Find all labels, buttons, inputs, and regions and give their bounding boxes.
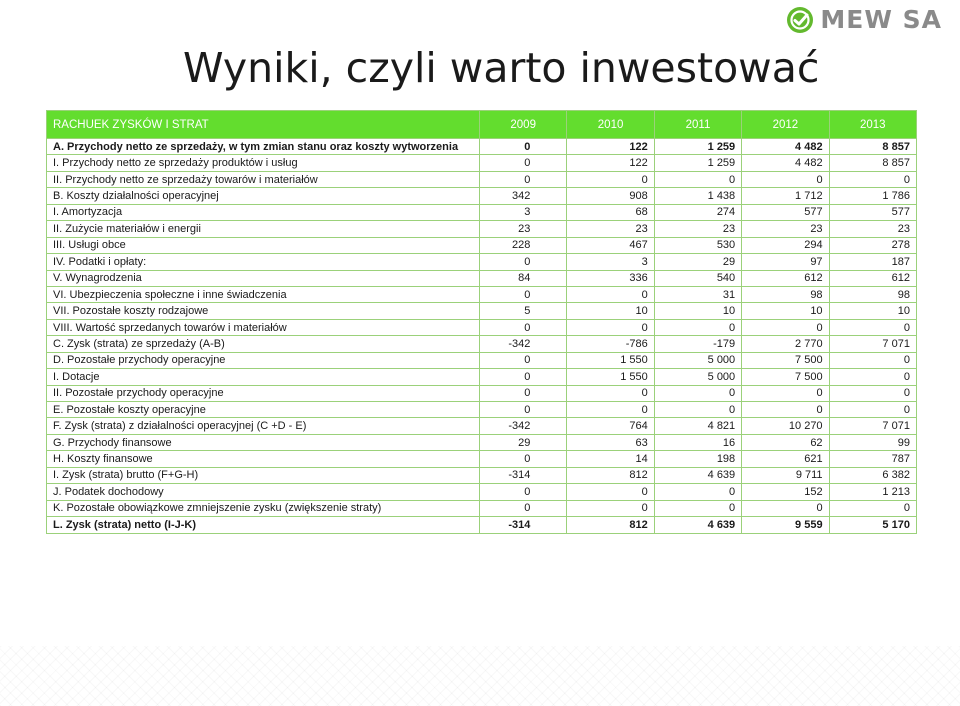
row-value: 0: [567, 402, 654, 418]
row-value: 23: [829, 221, 916, 237]
row-value: 0: [567, 484, 654, 500]
row-value: 0: [654, 402, 741, 418]
row-label: K. Pozostałe obowiązkowe zmniejszenie zysku (zwiększenie straty): [47, 500, 480, 516]
row-label: II. Przychody netto ze sprzedaży towarów i materiałów: [47, 171, 480, 187]
row-value: 0: [480, 352, 567, 368]
row-label: E. Pozostałe koszty operacyjne: [47, 402, 480, 418]
row-value: 10: [829, 303, 916, 319]
table-row: [47, 352, 917, 368]
row-label: I. Zysk (strata) brutto (F+G-H): [47, 467, 480, 483]
row-value: 612: [829, 270, 916, 286]
table-row: [47, 319, 917, 335]
row-value: 31: [654, 286, 741, 302]
row-label: I. Przychody netto ze sprzedaży produktów i usług: [47, 155, 480, 171]
row-value: 98: [829, 286, 916, 302]
row-value: 0: [480, 484, 567, 500]
row-value: 0: [829, 369, 916, 385]
row-value: 5 000: [654, 352, 741, 368]
row-value: 10: [567, 303, 654, 319]
table-row: [47, 221, 917, 237]
row-value: 29: [654, 254, 741, 270]
table-row: [47, 369, 917, 385]
row-value: 787: [829, 451, 916, 467]
row-value: 274: [654, 204, 741, 220]
header-year: 2009: [480, 111, 567, 139]
row-value: 23: [654, 221, 741, 237]
row-label: B. Koszty działalności operacyjnej: [47, 188, 480, 204]
row-value: 6 382: [829, 467, 916, 483]
table-row: [47, 336, 917, 352]
row-value: 0: [567, 500, 654, 516]
row-value: 198: [654, 451, 741, 467]
row-value: 0: [742, 402, 829, 418]
row-value: 23: [480, 221, 567, 237]
row-value: 0: [654, 500, 741, 516]
row-value: 278: [829, 237, 916, 253]
table-header-row: [47, 111, 917, 139]
row-value: 0: [742, 319, 829, 335]
row-value: 3: [567, 254, 654, 270]
row-value: 0: [829, 171, 916, 187]
row-value: -314: [480, 517, 567, 533]
row-value: 84: [480, 270, 567, 286]
row-value: 0: [480, 402, 567, 418]
row-value: 0: [829, 500, 916, 516]
row-value: 0: [567, 171, 654, 187]
table-row: [47, 270, 917, 286]
row-value: 97: [742, 254, 829, 270]
row-value: 122: [567, 139, 654, 155]
row-value: 1 550: [567, 352, 654, 368]
row-label: J. Podatek dochodowy: [47, 484, 480, 500]
row-value: 4 482: [742, 155, 829, 171]
row-value: 4 821: [654, 418, 741, 434]
row-label: II. Zużycie materiałów i energii: [47, 221, 480, 237]
row-value: 467: [567, 237, 654, 253]
row-value: 4 639: [654, 517, 741, 533]
row-value: 0: [480, 319, 567, 335]
row-value: 0: [480, 385, 567, 401]
row-value: 577: [829, 204, 916, 220]
row-value: 10: [742, 303, 829, 319]
company-logo: [786, 6, 942, 34]
table-row: [47, 303, 917, 319]
table-row: [47, 500, 917, 516]
row-value: 9 559: [742, 517, 829, 533]
row-value: 10 270: [742, 418, 829, 434]
row-value: 0: [654, 319, 741, 335]
row-value: 187: [829, 254, 916, 270]
row-value: 0: [742, 500, 829, 516]
row-value: 764: [567, 418, 654, 434]
row-value: 1 213: [829, 484, 916, 500]
page-title: Wyniki, czyli warto inwestować: [183, 44, 820, 92]
row-value: 1 712: [742, 188, 829, 204]
row-label: VIII. Wartość sprzedanych towarów i materiałów: [47, 319, 480, 335]
row-value: 228: [480, 237, 567, 253]
header-year: 2010: [567, 111, 654, 139]
table-row: [47, 467, 917, 483]
row-label: H. Koszty finansowe: [47, 451, 480, 467]
table-row: [47, 484, 917, 500]
table-row: [47, 402, 917, 418]
header-year: 2013: [829, 111, 916, 139]
row-value: 3: [480, 204, 567, 220]
row-label: G. Przychody finansowe: [47, 434, 480, 450]
row-value: 7 500: [742, 369, 829, 385]
row-value: 908: [567, 188, 654, 204]
table-row: [47, 434, 917, 450]
row-value: 342: [480, 188, 567, 204]
row-value: 14: [567, 451, 654, 467]
row-label: C. Zysk (strata) ze sprzedaży (A-B): [47, 336, 480, 352]
row-value: 0: [567, 319, 654, 335]
header-year: 2011: [654, 111, 741, 139]
table-body: [47, 139, 917, 534]
row-value: 0: [742, 385, 829, 401]
row-value: 23: [567, 221, 654, 237]
table-row: [47, 418, 917, 434]
row-value: 5: [480, 303, 567, 319]
table-row: [47, 451, 917, 467]
row-value: 0: [829, 402, 916, 418]
row-value: 7 071: [829, 418, 916, 434]
row-value: 0: [480, 500, 567, 516]
table-row: [47, 237, 917, 253]
row-value: 1 786: [829, 188, 916, 204]
row-value: 1 438: [654, 188, 741, 204]
row-value: 2 770: [742, 336, 829, 352]
row-value: 0: [480, 155, 567, 171]
row-value: 5 170: [829, 517, 916, 533]
row-value: 29: [480, 434, 567, 450]
row-value: 9 711: [742, 467, 829, 483]
row-value: 336: [567, 270, 654, 286]
row-value: 0: [567, 385, 654, 401]
row-value: 7 500: [742, 352, 829, 368]
row-value: -314: [480, 467, 567, 483]
row-value: 294: [742, 237, 829, 253]
checkmark-logo-icon: [786, 6, 814, 34]
row-label: I. Amortyzacja: [47, 204, 480, 220]
table-row: [47, 385, 917, 401]
row-value: 621: [742, 451, 829, 467]
row-label: I. Dotacje: [47, 369, 480, 385]
decorative-bottom-pattern: [0, 646, 960, 706]
row-value: 1 550: [567, 369, 654, 385]
row-value: 0: [654, 484, 741, 500]
row-value: 7 071: [829, 336, 916, 352]
row-value: 0: [654, 385, 741, 401]
row-value: 4 639: [654, 467, 741, 483]
row-value: 0: [829, 352, 916, 368]
table-row: [47, 171, 917, 187]
row-value: 0: [742, 171, 829, 187]
row-label: IV. Podatki i opłaty:: [47, 254, 480, 270]
row-value: 10: [654, 303, 741, 319]
row-value: 62: [742, 434, 829, 450]
row-value: 8 857: [829, 155, 916, 171]
row-label: V. Wynagrodzenia: [47, 270, 480, 286]
logo-text: MEW SA: [820, 5, 942, 34]
row-value: 8 857: [829, 139, 916, 155]
row-value: -342: [480, 336, 567, 352]
row-value: 0: [480, 254, 567, 270]
row-label: D. Pozostałe przychody operacyjne: [47, 352, 480, 368]
row-label: III. Usługi obce: [47, 237, 480, 253]
row-value: 0: [829, 319, 916, 335]
row-value: 0: [480, 286, 567, 302]
row-value: 152: [742, 484, 829, 500]
row-label: VII. Pozostałe koszty rodzajowe: [47, 303, 480, 319]
table-row: [47, 155, 917, 171]
row-value: 1 259: [654, 139, 741, 155]
row-value: 63: [567, 434, 654, 450]
row-value: -786: [567, 336, 654, 352]
row-value: 0: [654, 171, 741, 187]
income-statement-table: [46, 110, 917, 534]
row-value: 122: [567, 155, 654, 171]
table-row: [47, 188, 917, 204]
table-row: [47, 204, 917, 220]
row-value: 612: [742, 270, 829, 286]
row-label: F. Zysk (strata) z działalności operacyjnej (C +D - E): [47, 418, 480, 434]
row-value: -342: [480, 418, 567, 434]
row-value: 0: [480, 139, 567, 155]
row-value: 5 000: [654, 369, 741, 385]
table-row: [47, 254, 917, 270]
row-value: 16: [654, 434, 741, 450]
header-label: RACHUEK ZYSKÓW I STRAT: [47, 111, 480, 139]
row-value: 68: [567, 204, 654, 220]
row-value: 99: [829, 434, 916, 450]
row-value: 4 482: [742, 139, 829, 155]
row-value: 98: [742, 286, 829, 302]
table-row: [47, 139, 917, 155]
table-row: [47, 517, 917, 533]
row-value: 23: [742, 221, 829, 237]
row-value: 812: [567, 467, 654, 483]
row-label: A. Przychody netto ze sprzedaży, w tym zmian stanu oraz koszty wytworzenia: [47, 139, 480, 155]
table-row: [47, 286, 917, 302]
row-value: 540: [654, 270, 741, 286]
header-year: 2012: [742, 111, 829, 139]
row-value: 0: [567, 286, 654, 302]
row-label: L. Zysk (strata) netto (I-J-K): [47, 517, 480, 533]
row-value: 812: [567, 517, 654, 533]
row-value: 0: [829, 385, 916, 401]
row-value: 577: [742, 204, 829, 220]
row-value: 0: [480, 171, 567, 187]
row-value: 1 259: [654, 155, 741, 171]
row-label: II. Pozostałe przychody operacyjne: [47, 385, 480, 401]
row-label: VI. Ubezpieczenia społeczne i inne świadczenia: [47, 286, 480, 302]
row-value: -179: [654, 336, 741, 352]
row-value: 530: [654, 237, 741, 253]
row-value: 0: [480, 451, 567, 467]
row-value: 0: [480, 369, 567, 385]
